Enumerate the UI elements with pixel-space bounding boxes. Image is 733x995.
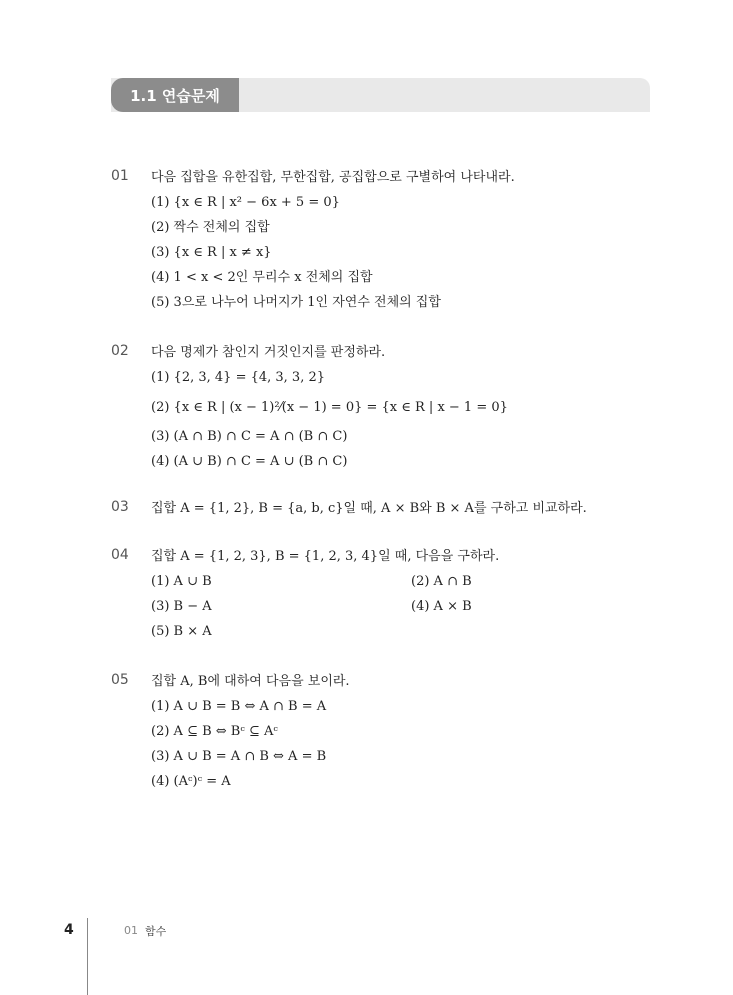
problem-item: (2) 짝수 전체의 집합 xyxy=(151,220,270,235)
problem-number: 01 xyxy=(111,168,129,184)
problem-item: (4) 1 < x < 2인 무리수 x 전체의 집합 xyxy=(151,270,373,285)
problem-item: (2) A ∩ B xyxy=(411,574,472,589)
problem-item: (5) B × A xyxy=(151,624,212,639)
problem-item: (2) A ⊆ B ⇔ Bᶜ ⊆ Aᶜ xyxy=(151,724,278,739)
problem-number: 04 xyxy=(111,547,129,563)
chapter-title: 함수 xyxy=(145,925,167,938)
problem-item: (1) {x ∈ R | x² − 6x + 5 = 0} xyxy=(151,195,340,210)
problem-item: (4) (A ∪ B) ∩ C = A ∪ (B ∩ C) xyxy=(151,454,348,469)
problem-number: 02 xyxy=(111,343,129,359)
problem-question: 집합 A = {1, 2}, B = {a, b, c}일 때, A × B와 B × A를 구하고 비교하라. xyxy=(151,501,587,516)
problem-item: (4) A × B xyxy=(411,599,472,614)
problem-item: (3) A ∪ B = A ∩ B ⇔ A = B xyxy=(151,749,327,764)
section-header-bar xyxy=(111,78,650,112)
page-number: 4 xyxy=(64,922,74,938)
problem-item: (2) {x ∈ R | (x − 1)²⁄(x − 1) = 0} = {x ∈ R | x − 1 = 0} xyxy=(151,400,508,415)
problem-item: (3) {x ∈ R | x ≠ x} xyxy=(151,245,272,260)
problem-item: (4) (Aᶜ)ᶜ = A xyxy=(151,774,231,789)
problem-question: 집합 A = {1, 2, 3}, B = {1, 2, 3, 4}일 때, 다음을 구하라. xyxy=(151,549,500,564)
footer-divider xyxy=(87,918,88,995)
problem-item: (1) {2, 3, 4} = {4, 3, 3, 2} xyxy=(151,370,326,385)
chapter-number: 01 xyxy=(124,924,138,937)
problem-question: 다음 명제가 참인지 거짓인지를 판정하라. xyxy=(151,345,386,360)
problem-item: (3) (A ∩ B) ∩ C = A ∩ (B ∩ C) xyxy=(151,429,348,444)
problem-item: (1) A ∪ B xyxy=(151,574,212,589)
problem-question: 집합 A, B에 대하여 다음을 보이라. xyxy=(151,674,350,689)
problem-number: 05 xyxy=(111,672,129,688)
problem-item: (5) 3으로 나누어 나머지가 1인 자연수 전체의 집합 xyxy=(151,295,441,310)
problem-number: 03 xyxy=(111,499,129,515)
problem-item: (3) B − A xyxy=(151,599,212,614)
problem-item: (1) A ∪ B = B ⇔ A ∩ B = A xyxy=(151,699,327,714)
section-title: 1.1 연습문제 xyxy=(111,78,239,112)
problem-question: 다음 집합을 유한집합, 무한집합, 공집합으로 구별하여 나타내라. xyxy=(151,170,515,185)
